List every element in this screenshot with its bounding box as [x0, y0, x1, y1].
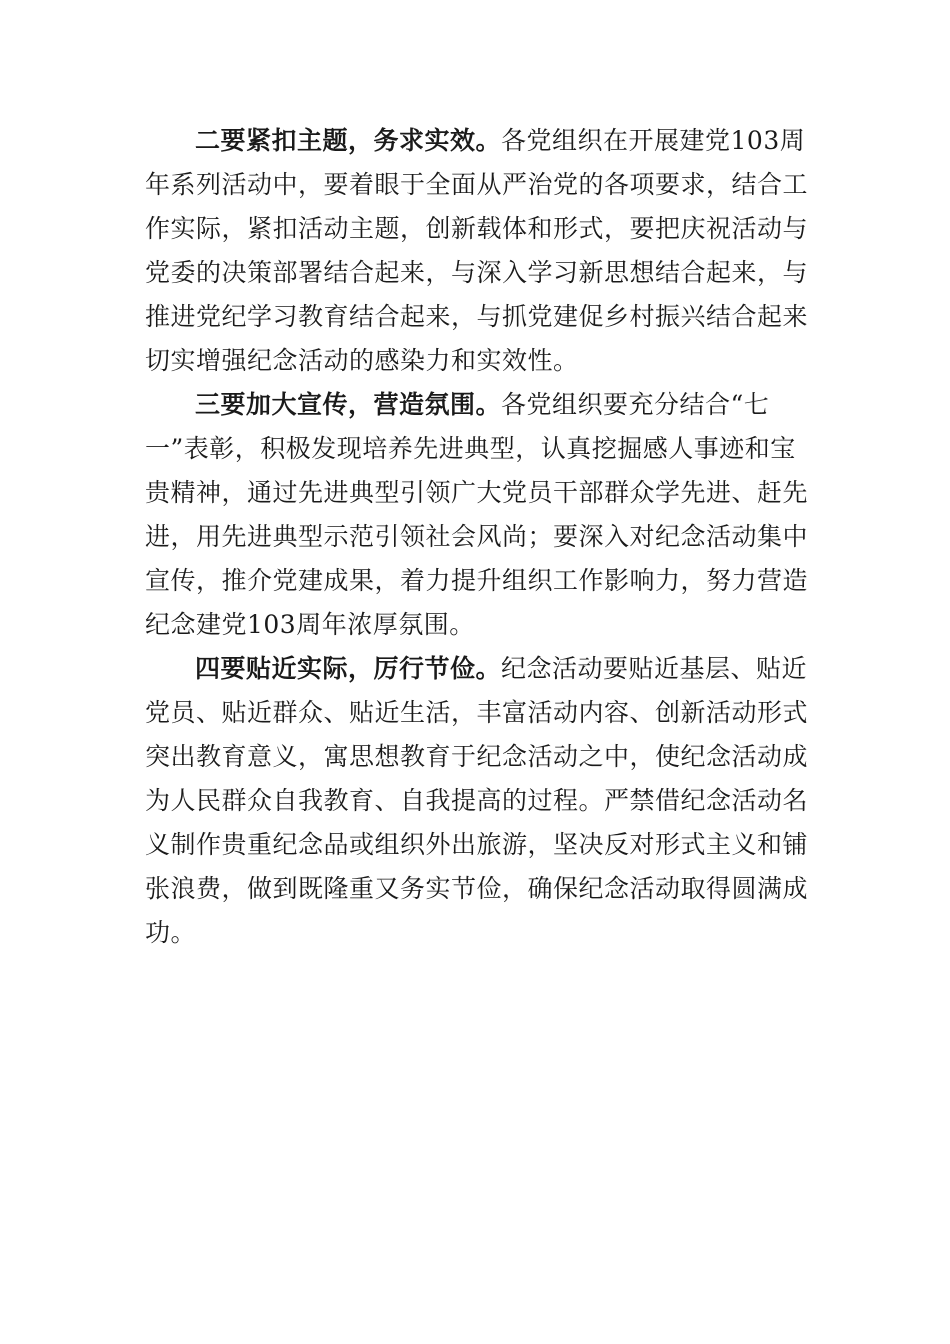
line-text: 各党组织在开展建党103周 — [501, 126, 806, 155]
line-text: 各党组织要充分结合“七 — [501, 390, 770, 419]
document-page — [145, 119, 807, 955]
paragraph-theme — [145, 119, 807, 383]
paragraph-publicity — [145, 383, 807, 647]
paragraph-line: 功。 — [145, 918, 197, 947]
paragraph-line — [145, 119, 807, 163]
paragraph-line: 作实际，紧扣活动主题，创新载体和形式，要把庆祝活动与 — [145, 214, 809, 243]
paragraph-line: 为人民群众自我教育、自我提高的过程。严禁借纪念活动名 — [145, 786, 809, 815]
paragraph-line: 张浪费，做到既隆重又务实节俭，确保纪念活动取得圆满成 — [145, 874, 809, 903]
paragraph-line: 推进党纪学习教育结合起来，与抓党建促乡村振兴结合起来 — [145, 302, 809, 331]
paragraph-line: 党员、贴近群众、贴近生活，丰富活动内容、创新活动形式 — [145, 698, 809, 727]
paragraph-line: 切实增强纪念活动的感染力和实效性。 — [145, 346, 579, 375]
paragraph-line: 进，用先进典型示范引领社会风尚；要深入对纪念活动集中 — [145, 522, 809, 551]
paragraph-line: 一”表彰，积极发现培养先进典型，认真挖掘感人事迹和宝 — [145, 434, 796, 463]
paragraph-line: 年系列活动中，要着眼于全面从严治党的各项要求，结合工 — [145, 170, 809, 199]
paragraph-line — [145, 383, 807, 427]
paragraph-line: 突出教育意义，寓思想教育于纪念活动之中，使纪念活动成 — [145, 742, 809, 771]
line-text: 纪念活动要贴近基层、贴近 — [501, 654, 808, 683]
paragraph-line — [145, 647, 807, 691]
paragraph-heading: 三要加大宣传，营造氛围。 — [195, 390, 502, 419]
paragraph-line: 纪念建党103周年浓厚氛围。 — [145, 610, 475, 639]
paragraph-practical — [145, 647, 807, 955]
paragraph-line: 贵精神，通过先进典型引领广大党员干部群众学先进、赶先 — [145, 478, 809, 507]
paragraph-heading: 四要贴近实际，厉行节俭。 — [195, 654, 502, 683]
paragraph-line: 宣传，推介党建成果，着力提升组织工作影响力，努力营造 — [145, 566, 809, 595]
paragraph-line: 党委的决策部署结合起来，与深入学习新思想结合起来，与 — [145, 258, 809, 287]
paragraph-line: 义制作贵重纪念品或组织外出旅游，坚决反对形式主义和铺 — [145, 830, 809, 859]
paragraph-heading: 二要紧扣主题，务求实效。 — [195, 126, 502, 155]
